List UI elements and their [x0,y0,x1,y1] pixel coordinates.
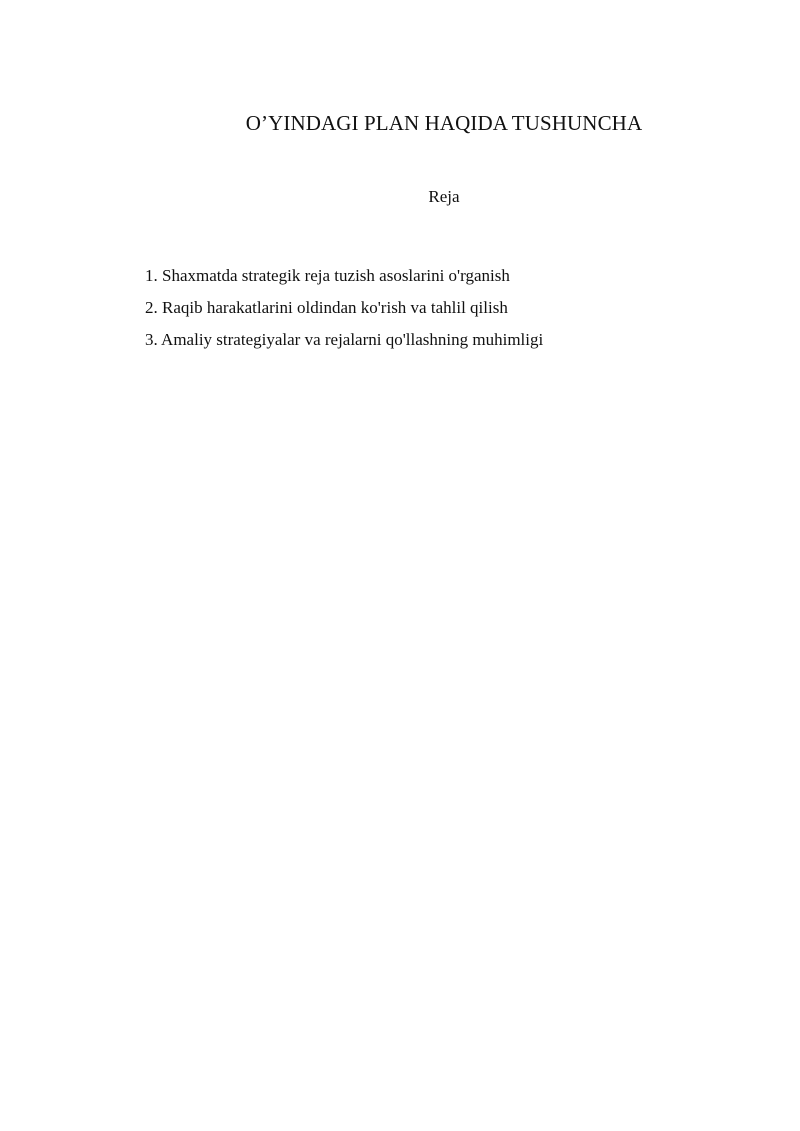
plan-item-3: 3. Amaliy strategiyalar va rejalarni qo'llashning muhimligi [145,330,544,349]
document-title: O’YINDAGI PLAN HAQIDA TUSHUNCHA [245,111,643,135]
plan-item-2: 2. Raqib harakatlarini oldindan ko'rish va tahlil qilish [145,298,508,317]
plan-item-1: 1. Shaxmatda strategik reja tuzish asoslarini o'rganish [145,266,510,285]
plan-heading: Reja [428,187,460,206]
plan-list [145,260,543,356]
